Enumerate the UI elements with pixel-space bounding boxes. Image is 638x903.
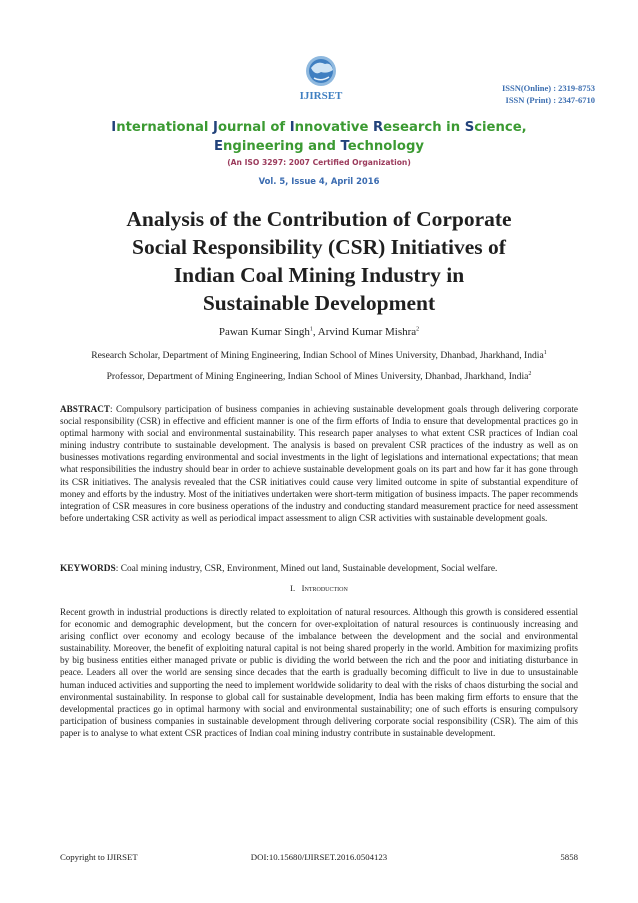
section-title: Introduction [301, 583, 348, 593]
section-number: I. [290, 583, 296, 593]
issn-print: ISSN (Print) : 2347-6710 [505, 95, 595, 105]
journal-name-line2: Engineering and Technology [213, 139, 425, 154]
author-separator: , [312, 326, 318, 338]
keywords-text: : Coal mining industry, CSR, Environment, Mined out land, Sustainable development, Social welfare. [115, 564, 498, 574]
issn-online: ISSN(Online) : 2319-8753 [501, 83, 595, 93]
iso-certification: (An ISO 3297: 2007 Certified Organization) [227, 158, 411, 167]
author-name: Pawan Kumar Singh [218, 326, 310, 338]
affiliation-sup: 1 [543, 350, 547, 356]
journal-logo [281, 52, 361, 104]
affiliation-sup: 2 [528, 371, 532, 377]
footer-doi: DOI:10.15680/IJIRSET.2016.0504123 [250, 852, 388, 862]
introduction-paragraph: Recent growth in industrial productions is directly related to exploitation of natural resources. Although this growth is considered essential for economic and demographic development, but the concern for over-exploitation of natural resources is continuously increasing and arising conflict over economy and ecology because of the imbalance between the development and the social and environmental sustainability. Moreover, the benefit of exploiting natural capital is not being shared properly in the world. Ambition for maximizing profits by big business entities either managed private or public is dividing the world between the rich and the poor and initiating disturbance in peace. Leaders all over the world are sensing since decades that the earth is gradually becoming difficult to live in due to unsustainable human induced activities and supporting the need to implement worldwide solidarity to deal with the risks of chaos disturbing the social and environmental sustainability. In response to global call for sustainable development, India has been making firm efforts to ensure that the developmental practices go in optimal harmony with social and environmental sustainability; one of such efforts is ensuring compulsory participation of business companies in sustainable development through delivering corporate social responsibility (CSR). The aim of this paper is to analyse to what extent CSR practices of Indian coal mining industry contribute in sustainable development. [60, 607, 578, 738]
keywords [60, 563, 578, 575]
affiliation [0, 371, 638, 382]
title-line: Social Responsibility (CSR) Initiatives of [132, 235, 506, 259]
affiliation-text: Professor, Department of Mining Engineering, Indian School of Mines University, Dhanbad, Jharkhand, India [106, 371, 529, 383]
abstract-label: ABSTRACT [60, 404, 111, 414]
author-sup: 2 [416, 326, 420, 333]
footer-copyright: Copyright to IJIRSET [60, 852, 138, 862]
authors [0, 326, 638, 338]
journal-name [30, 118, 608, 156]
affiliation-text: Research Scholar, Department of Mining Engineering, Indian School of Mines University, Dhanbad, Jharkhand, India [91, 350, 544, 362]
volume-issue: Vol. 5, Issue 4, April 2016 [258, 176, 380, 186]
title-line: Sustainable Development [202, 291, 436, 315]
abstract [60, 403, 578, 524]
paper-title [60, 205, 578, 317]
author-sup: 1 [309, 326, 313, 333]
issn-block [502, 82, 595, 106]
journal-name-line1: International Journal of Innovative Research in Science, [111, 120, 527, 135]
footer-page-number: 5858 [560, 852, 578, 862]
section-heading [0, 583, 638, 593]
logo-text: IJIRSET [299, 90, 343, 102]
title-line: Indian Coal Mining Industry in [173, 263, 465, 287]
author-name: Arvind Kumar Mishra [317, 326, 417, 338]
title-line: Analysis of the Contribution of Corporate [126, 207, 512, 231]
abstract-text: : Compulsory participation of business companies in achieving sustainable development goals through delivering corporate social responsibility (CSR) in effective and efficient manner is one of the firm efforts of India to ensure that developmental practices go in optimal harmony with social and environmental sustainability. This research paper analyses to what extent CSR practices of Indian coal mining industry contribute to sustainable development. The analysis is based on prevalent CSR practices of the industry as well as on businesses motivations regarding environmental and social investments in the light of legislations and international expectations; that mean what responsibilities the industry should bear in order to achieve sustainable development goals on its part and how far it has gone through its CSR initiatives. The analysis revealed that the CSR initiatives could cause very limited outcome in spite of substantial expenditure of money and efforts by the industry. Most of the initiatives undertaken were short-term mitigation of business impacts. The paper recommends integration of CSR measures in core business operations of the industry and conducting standard measurement practice for need assessment before undertaking CSR activity as well as periodical impact assessment to align CSR activities with sustainable development goals. [60, 404, 578, 523]
affiliation [0, 350, 638, 361]
keywords-label: KEYWORDS [60, 564, 116, 574]
